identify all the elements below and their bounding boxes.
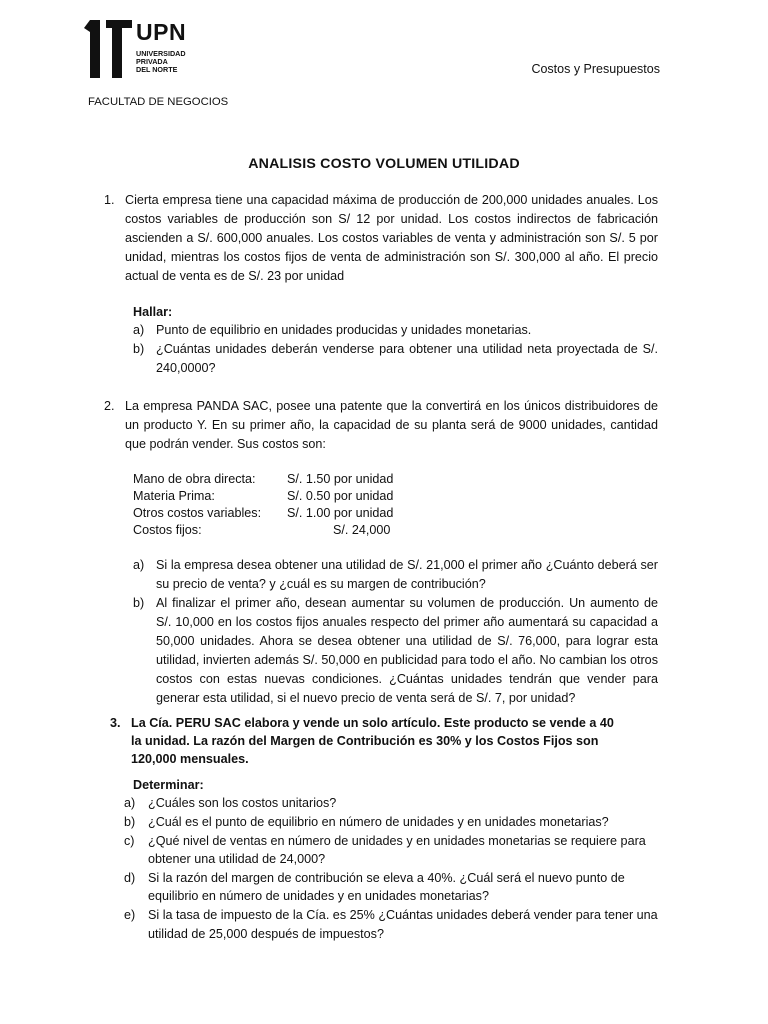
q3-item-d: Si la razón del margen de contribución se eleva a 40%. ¿Cuál será el nuevo punto de xyxy=(148,871,625,885)
q3-item-e: Si la tasa de impuesto de la Cía. es 25% ¿Cuántas unidades deberá vender para tener una xyxy=(148,908,658,922)
q2-item-letter: a) xyxy=(133,558,145,572)
cost-value: S/. 0.50 por unidad xyxy=(287,489,394,503)
q3-item-c-cont: obtener una utilidad de 24,000? xyxy=(148,852,326,866)
q2-text: La empresa PANDA SAC, posee una patente que la convertirá en los únicos distribuidores de un producto Y. En su primer año, la capacidad de su planta será de 9000 unidades, cantidad que podrán vender. Sus costos son: xyxy=(125,399,658,451)
q3-item-letter: b) xyxy=(124,815,136,829)
q2-item-b: Al finalizar el primer año, desean aumentar su volumen de producción. Un aumento de S/. 10,000 en los costos fijos anuales respecto del primer año aumentará su capacidad a 50,000 unidades. Ahora se desea obtener una utilidad de S/. 76,000, para lograr esta utilidad, invierten además S/. 50,000 en publicidad para todo el año. No cambian los otros costos con estas nuevas condiciones. ¿Cuántas unidades tendrán que vender para generar esta utilidad, si el nuevo precio de venta será de S/. 7, por unidad? xyxy=(156,596,658,705)
q1-item-a: Punto de equilibrio en unidades producidas y unidades monetarias. xyxy=(156,323,532,337)
q2-number: 2. xyxy=(104,399,115,413)
q1-item-b: ¿Cuántas unidades deberán venderse para obtener una utilidad neta proyectada de S/. 240,0000? xyxy=(156,342,658,375)
cost-label: Costos fijos: xyxy=(133,523,202,537)
q3-number: 3. xyxy=(110,716,121,730)
q3-item-a: ¿Cuáles son los costos unitarios? xyxy=(148,796,337,810)
q3-line: La Cía. PERU SAC elabora y vende un solo artículo. Este producto se vende a 40 xyxy=(131,716,614,730)
q2-item-letter: b) xyxy=(133,596,145,610)
q3-line: 120,000 mensuales. xyxy=(131,752,249,766)
q3-line: la unidad. La razón del Margen de Contribución es 30% y los Costos Fijos son xyxy=(131,734,599,748)
q2-item-a: Si la empresa desea obtener una utilidad de S/. 21,000 el primer año ¿Cuánto deberá ser su precio de venta? y ¿cuál es su margen de contribución? xyxy=(156,558,658,591)
q1-text: Cierta empresa tiene una capacidad máxima de producción de 200,000 unidades anuales. Los costos variables de producción son S/ 12 por unidad. Los costos indirectos de fabricación ascienden a S/. 600,000 anuales. Los costos variables de venta y administración son S/. 5 por unidad, mientras los costos fijos de venta de administración son S/. 300,000 al año. El precio actual de venta es de S/. 23 por unidad xyxy=(125,193,658,283)
logo-subtitle: UNIVERSIDAD PRIVADA DEL NORTE xyxy=(136,49,186,74)
q3-item-letter: e) xyxy=(124,908,136,922)
q3-item-letter: d) xyxy=(124,871,136,885)
q3-item-b: ¿Cuál es el punto de equilibrio en número de unidades y en unidades monetarias? xyxy=(148,815,609,829)
q3-find-label: Determinar: xyxy=(133,778,204,792)
cost-value: S/. 24,000 xyxy=(333,523,391,537)
cost-value: S/. 1.50 por unidad xyxy=(287,472,394,486)
cost-value: S/. 1.00 por unidad xyxy=(287,506,394,520)
q3-item-letter: a) xyxy=(124,796,136,810)
q1-item-letter: a) xyxy=(133,323,145,337)
upn-logo-mark-icon xyxy=(84,18,134,80)
q1-number: 1. xyxy=(104,193,115,207)
logo-wordmark: UPN xyxy=(136,19,187,45)
course-name: Costos y Presupuestos xyxy=(531,62,660,76)
upn-logo xyxy=(84,18,194,82)
q1-item-letter: b) xyxy=(133,342,145,356)
q3-item-e-cont: utilidad de 25,000 después de impuestos? xyxy=(148,927,384,941)
cost-label: Materia Prima: xyxy=(133,489,215,503)
cost-label: Otros costos variables: xyxy=(133,506,262,520)
faculty-name: FACULTAD DE NEGOCIOS xyxy=(88,96,229,108)
cost-label: Mano de obra directa: xyxy=(133,472,256,486)
q1-find-label: Hallar: xyxy=(133,305,173,319)
q3-item-letter: c) xyxy=(124,834,135,848)
q3-item-c: ¿Qué nivel de ventas en número de unidades y en unidades monetarias se requiere para xyxy=(148,834,646,848)
page-title: ANALISIS COSTO VOLUMEN UTILIDAD xyxy=(248,156,520,172)
q3-item-d-cont: equilibrio en número de unidades y en unidades monetarias? xyxy=(148,889,489,903)
